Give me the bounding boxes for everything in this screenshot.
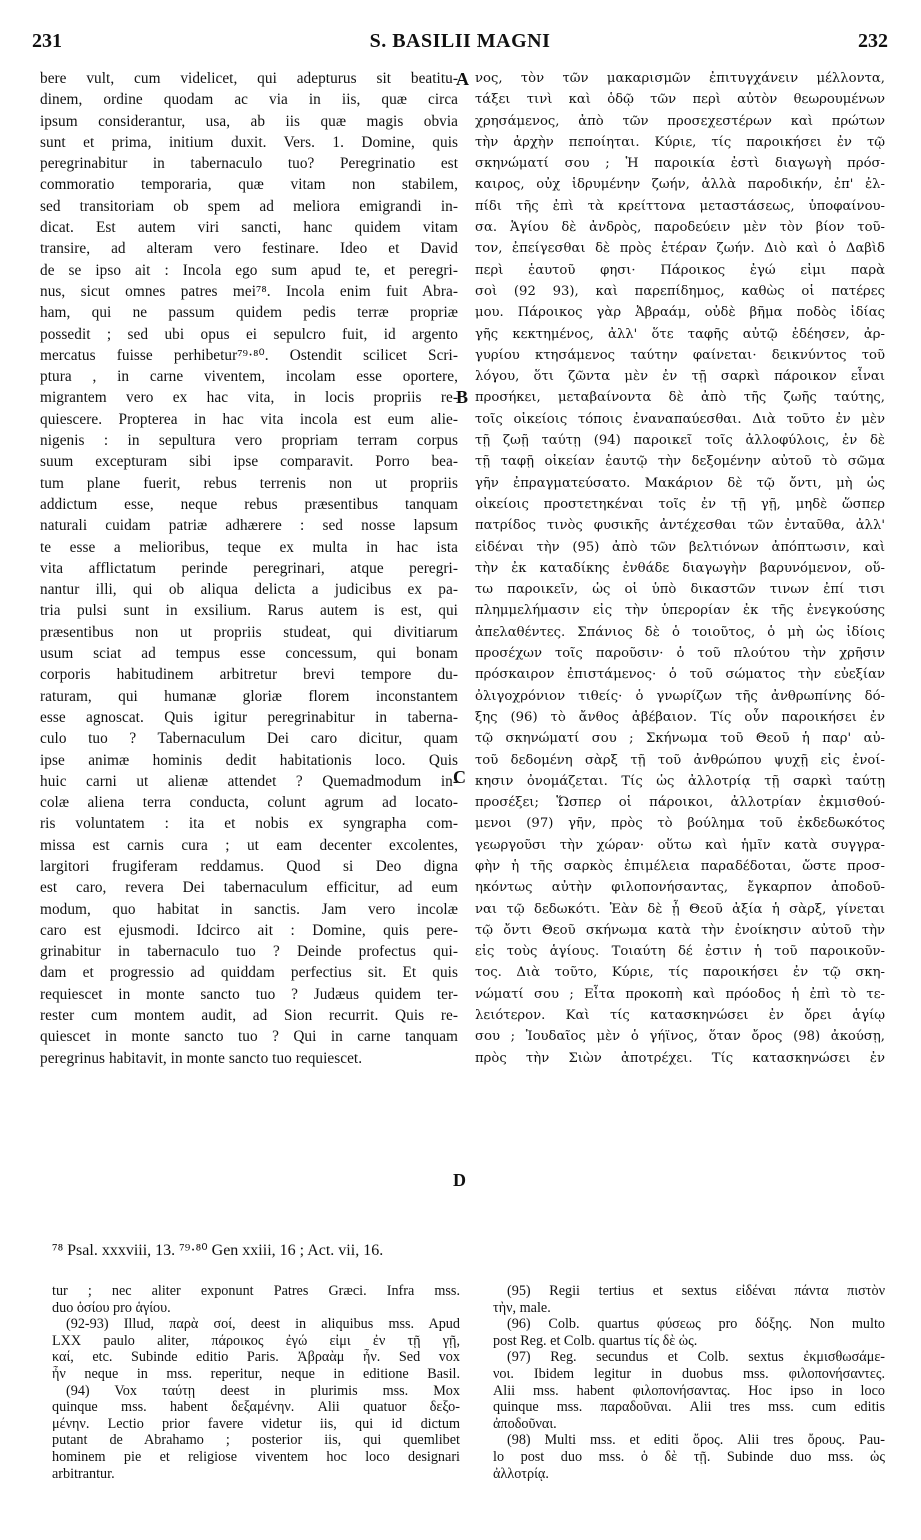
greek-text-line: σα. Ἁγίου δὲ ἀνδρὸς, παροδεύειν μὲν τὸν βίον τοῦ- — [475, 220, 885, 236]
latin-text-line: raturam, qui humanæ gloriæ florem inconstantem — [40, 687, 458, 705]
greek-text-line: τω παροικεῖν, ὡς οἱ ὑπὸ δικαστῶν τινων ἐπί τισι — [475, 582, 885, 598]
greek-text-line: περὶ ἑαυτοῦ φησι· Πάροικος ἐγώ εἰμι παρὰ — [475, 262, 885, 278]
latin-text-line: missa est carnis cura ; ut eam decenter excolentes, — [40, 836, 458, 854]
greek-text-line: σοὶ (92 93), καὶ παρεπίδημος, καθὼς οἱ πατέρες — [475, 283, 885, 299]
greek-text-line: πρὸς τὴν Σιὼν ἀποτρέχει. Τίς κατασκηνώσει ἐν — [475, 1050, 885, 1066]
note-line: Alii mss. habent φιλοπονήσαντας. Hoc ipso in loco — [493, 1382, 885, 1399]
greek-text-line: εἰς τοὺς ἁγίους. Τοιαύτη δέ ἐστιν ἡ τοῦ παροικοῦν- — [475, 944, 885, 960]
greek-text-line: πρόσκαιρον ἐπιστάμενος· ὁ τοῦ σώματος τὴν εὐεξίαν — [475, 667, 885, 683]
note-line: quinque mss. habent δεξαμένην. Alii quatuor δεξο- — [52, 1399, 460, 1416]
greek-text-line: ηκόντως αὐτὴν φιλοπονήσαντας, ἔγκαρπον ἀποδοῦ- — [475, 880, 885, 896]
note-line: duo ὁσίου pro ἁγίου. — [52, 1299, 171, 1316]
greek-text-line: νώματί σου ; Εἶτα προκοπὴ καὶ πρόοδος ἡ ἐπὶ τὸ τε- — [475, 986, 885, 1002]
section-marker-c: C — [453, 767, 466, 787]
note-line: τὴν, male. — [493, 1299, 551, 1316]
greek-text-line: καιρος, οὐχ ἱδρυμένην ζωήν, ἀλλὰ παροδικήν, ἐπ' ἐλ- — [475, 177, 885, 193]
note-line: lo post duo mss. ὁ δὲ τῇ. Subinde duo mss. ὡς — [493, 1448, 885, 1465]
greek-text-line: εἰδέναι τὴν (95) ἀπὸ τῶν βελτιόνων ἀπόπτωσιν, καὶ — [475, 539, 885, 555]
greek-text-line: προσήκει, μεταβαίνοντα δὲ ἀπὸ τῆς ζωῆς ταύτης, — [475, 390, 885, 406]
greek-text-line: ἀπελαθέντες. Σπάνιος δὲ ὁ τοιοῦτος, ὁ μὴ ὡς ἰδίοις — [475, 624, 885, 640]
latin-text-line: nus, sicut omnes patres mei⁷⁸. Incola enim fuit Abra- — [40, 282, 458, 300]
page-header — [30, 30, 890, 60]
latin-text-line: largitori frugiferam reddamus. Quod si Deo digna — [40, 857, 458, 875]
critical-notes-left — [52, 1283, 460, 1482]
greek-text-line: γῆν ἐπραγματεύσατο. Μακάριον δὲ τῷ ὄντι, μὴ ὡς — [475, 475, 885, 491]
latin-text-line: grinabitur in tabernaculo tuo ? Deinde profectus qui- — [40, 943, 458, 961]
latin-text-line: usum sciat ad tempus esse concessum, qui bonam — [40, 645, 458, 663]
latin-text-line: modum, quo habitat in sanctis. Jam vero incolæ — [40, 900, 458, 918]
greek-text-line: ναι τῷ δεδωκότι. Ἐὰν δὲ ᾖ Θεοῦ ἀξία ἡ σὰρξ, γίνεται — [475, 901, 885, 917]
note-line: arbitrantur. — [52, 1465, 115, 1482]
greek-text-line: τάξει τινὶ καὶ ὁδῷ τῶν περὶ αὐτὸν θεωρουμένων — [475, 92, 885, 108]
latin-text-line: migrantem vero ex hac vita, in locis propriis re- — [40, 389, 458, 407]
section-marker-d: D — [453, 1170, 466, 1190]
greek-text-line: γῆς κεκτημένος, ἀλλ' ὅτε ταφῆς αὐτῷ ἐδέησεν, ἀρ- — [475, 326, 885, 342]
note-line: νοι. Ibidem legitur in duobus mss. φιλοπονήσαντες. — [493, 1365, 885, 1382]
latin-text-line: suum excepturam sibi ipse comparavit. Porro bea- — [40, 453, 458, 471]
greek-text-line: τῷ σκηνώματί σου ; Σκήνωμα τοῦ Θεοῦ ἡ παρ' αὐ- — [475, 731, 885, 747]
latin-text-line: corporis habitudinem arbitretur brevi tempore du- — [40, 666, 458, 684]
latin-text-line: dinem, ordine quodam ac via in iis, quæ circa — [40, 91, 458, 109]
latin-text-line: tum plane fuerit, rebus terrenis non ut propriis — [40, 474, 458, 492]
latin-text-line: colæ aliena terra conducta, colunt agrum ad locato- — [40, 794, 458, 812]
greek-text-line: φὴν ἡ τῆς σαρκὸς ἐπιμέλεια παραδέδοται, ὥστε προσ- — [475, 858, 885, 874]
latin-text-line: caro est ejusmodi. Idcirco ait : Domine, quis pere- — [40, 921, 458, 939]
note-line: tur ; nec aliter exponunt Patres Græci. Infra mss. — [52, 1283, 460, 1299]
latin-text-column — [40, 68, 458, 1069]
greek-text-line: τὴν ἐκ καταδίκης ἐνθάδε διαγωγὴν βαρυνόμενον, οὕ- — [475, 560, 885, 576]
greek-text-line: λειότερον. Καὶ τίς κατασκηνώσει ἐν ὄρει ἁγίῳ — [475, 1008, 885, 1024]
latin-text-line: quiescere. Propterea in hac vita incola est eum alie- — [40, 410, 458, 428]
note-line: hominem pie et religiose viventem hoc loco designari — [52, 1448, 460, 1465]
greek-text-column — [475, 68, 885, 1069]
greek-text-line: πατρίδος τινὸς φυσικῆς ἀντέχεσθαι τῶν ἐνταῦθα, ἀλλ' — [475, 518, 885, 534]
greek-text-line: τοῦ δεδομένη σὰρξ τῇ τοῦ ἀνθρώπου ψυχῇ εἰς ἐνοί- — [475, 752, 885, 768]
greek-text-line: λόγου, ὅτι ζῶντα μὲν ἐν τῇ σαρκὶ πάροικον εἶναι — [475, 369, 885, 385]
latin-text-line: mercatus fuisse perhibetur⁷⁹·⁸⁰. Ostendit scilicet Scri- — [40, 346, 458, 364]
greek-text-line: ξης (96) τὸ ἄνθος ἀβέβαιον. Τίς οὖν παροικήσει ἐν — [475, 709, 885, 725]
latin-text-line: peregrinus habitavit, in monte sancto tuo requiescet. — [40, 1049, 363, 1067]
latin-text-line: te esse a melioribus, teque ex multa in hac ista — [40, 538, 458, 556]
latin-text-line: huic carni ut alienæ attendet ? Quemadmodum in- — [40, 772, 458, 790]
latin-text-line: transire, ad alteram vero festinare. Ideo et David — [40, 240, 458, 258]
greek-text-line: τῇ ταφῇ οἰκείαν ἑαυτῷ τὴν δεξομένην αὐτοῦ τὸ σῶμα — [475, 454, 885, 470]
greek-text-line: τος. Διὰ τοῦτο, Κύριε, τίς παροικήσει ἐν τῷ σκη- — [475, 965, 885, 981]
greek-text-line: ὀλιγοχρόνιον τιθείς· ὁ γνωρίζων τῆς ἀνθρωπίνης δό- — [475, 688, 885, 704]
greek-text-line: τοῖς οἰκείοις τόποις ἐναναπαύεσθαι. Διὰ τοῦτο ἐν μὲν — [475, 411, 885, 427]
note-line: post Reg. et Colb. quartus τίς δὲ ὡς. — [493, 1332, 698, 1349]
latin-text-line: tria pulsi sunt in exsilium. Rarus autem is est, qui — [40, 602, 458, 620]
greek-text-line: πλημμελήμασιν εἰς τὴν ὑπερορίαν ἐκ τῆς ἐνεγκούσης — [475, 603, 885, 619]
latin-text-line: possedit ; sed ubi opus ei sepulcro fuit, id argento — [40, 325, 458, 343]
note-line: (92-93) Illud, παρὰ σοί, deest in aliquibus mss. Apud — [66, 1316, 460, 1333]
section-marker-b: B — [456, 387, 469, 407]
note-line: ἦν neque in mss. reperitur, neque in editione Basil. — [52, 1365, 460, 1382]
page-number-right: 232 — [858, 30, 888, 52]
greek-text-line: προσέξει; Ὥσπερ οἱ πάροικοι, ἀλλοτρίαν ἐκμισθού- — [475, 795, 885, 811]
note-line: ἀποδοῦναι. — [493, 1415, 557, 1432]
greek-text-line: μου. Πάροικος γὰρ Ἀβραάμ, οὐδὲ βῆμα ποδὸς ἰδίας — [475, 305, 885, 321]
greek-text-line: τον, ἐπείγεσθαι δὲ πρὸς ἑτέραν ζωήν. Διὸ καὶ ὁ Δαβὶδ — [475, 241, 885, 257]
note-line: (96) Colb. quartus φύσεως pro δόξης. Non multo — [507, 1316, 885, 1333]
greek-text-line: χρησάμενος, ἀπὸ τῶν προσεχεστέρων καὶ πρώτων — [475, 113, 885, 129]
note-line: putant de Abrahamo ; posterior iis, qui quemlibet — [52, 1432, 460, 1449]
note-line: quinque mss. παραδοῦναι. Alii tres mss. cum editis — [493, 1399, 885, 1416]
latin-text-line: dicat. Est autem viri sancti, hanc quidem vitam — [40, 219, 458, 237]
greek-text-line: τὴν ἀρχὴν πεποίηται. Κύριε, τίς παροικήσει ἐν τῷ — [475, 134, 885, 150]
latin-text-line: de se ipso ait : Incola ego sum apud te, et peregri- — [40, 261, 458, 279]
greek-text-line: νος, τὸν τῶν μακαρισμῶν ἐπιτυγχάνειν μέλλοντα, — [475, 71, 885, 86]
latin-text-line: nantur illi, qui ob aliqua delicta a judicibus ex pa- — [40, 581, 458, 599]
greek-text-line: προσέχων τοῖς παροῦσιν· ὁ τοῦ πλούτου τὴν χρῆσιν — [475, 646, 885, 662]
greek-text-line: γεωργοῦσι τὴν χώραν· οὕτω καὶ ἡμῖν κατὰ συγγρα- — [475, 837, 885, 853]
greek-text-line: κησιν ὀνομάζεται. Τίς ὡς ἀλλοτρίᾳ τῇ σαρκὶ ταύτῃ — [475, 773, 885, 789]
page-number-left: 231 — [32, 30, 62, 52]
latin-text-line: requiescet in monte sancto tuo ? Judæus quidem ter- — [40, 985, 458, 1003]
latin-text-line: ham, qui ne passum quidem pedis terræ propriæ — [40, 304, 458, 322]
latin-text-line: est caro, revera Dei tabernaculum efficitur, ad eum — [40, 879, 458, 897]
latin-text-line: dam et progressio ad quiddam perfectius sit. Et quis — [40, 964, 458, 982]
note-line: (98) Multi mss. et editi ὄρος. Alii tres ὄρους. Pau- — [507, 1432, 885, 1449]
latin-text-line: ipse animæ hominis dedit habitationis loco. Quis — [40, 751, 458, 769]
note-line: ἀλλοτρίᾳ. — [493, 1465, 549, 1482]
note-line: μένην. Lectio prior favere videtur iis, qui id dictum — [52, 1415, 460, 1432]
latin-text-line: sed transitoriam ob spem ad meliora emigrandi in- — [40, 197, 458, 215]
greek-text-line: οἰκείοις προστετηκέναι τοῖς ἐν τῇ γῇ, μηδὲ ὥσπερ — [475, 496, 885, 512]
critical-notes-right — [493, 1283, 885, 1482]
latin-text-line: addictum esse, neque rebus præsentibus tanquam — [40, 495, 458, 513]
latin-text-line: esse agnoscat. Quis igitur peregrinabitur in taberna- — [40, 708, 458, 726]
latin-text-line: præsentibus non ut propriis studeat, qui divitiarum — [40, 623, 458, 641]
latin-text-line: bere vult, cum videlicet, qui adepturus sit beatitu- — [40, 70, 458, 87]
greek-text-line: τῷ ὄντι Θεοῦ σκήνωμα κατὰ τὴν ἐνοίκησιν αὐτοῦ τὴν — [475, 922, 885, 938]
latin-text-line: rester cum montem audit, ad Sion recurrit. Quis re- — [40, 1007, 458, 1025]
greek-text-line: τῇ ζωῇ ταύτῃ (94) παροικεῖ τοῖς ἀλλοφύλοις, ἐν δὲ — [475, 433, 885, 449]
section-marker-a: A — [456, 69, 469, 89]
note-line: LXX paulo aliter, πάροικος ἐγώ εἰμι ἐν τῇ γῇ, — [52, 1332, 460, 1349]
latin-text-line: sunt et prima, initium duxit. Vers. 1. Domine, quis — [40, 133, 458, 151]
greek-text-line: γυρίου κτησάμενος ταύτην φαίνεται· δεικνύντος τοῦ — [475, 347, 885, 363]
greek-text-line: πίδι τῆς ἐπὶ τὰ κρείττονα μεταστάσεως, ὑποφαίνου- — [475, 198, 885, 214]
latin-text-line: commoratio temporaria, quæ vitam non stabilem, — [40, 176, 458, 194]
greek-text-line: μενοι (97) γῆν, πρὸς τὸ βούλημα τοῦ ἐκδεδωκότος — [475, 816, 885, 832]
latin-text-line: nigenis : in sepultura vero propriam terram corpus — [40, 432, 458, 450]
latin-text-line: culo tuo ? Tabernaculum Dei caro dicitur, quam — [40, 730, 458, 748]
latin-text-line: quiescet in monte sancto tuo ? Qui in carne tanquam — [40, 1028, 458, 1046]
scripture-footnote: ⁷⁸ Psal. xxxviii, 13. ⁷⁹·⁸⁰ Gen xxiii, 16 ; Act. vii, 16. — [52, 1242, 384, 1259]
latin-text-line: ptura , in carne viventem, incolam esse oportere, — [40, 368, 458, 386]
latin-text-line: peregrinabitur in tabernaculo tuo? Peregrinatio est — [40, 155, 458, 173]
greek-text-line: σου ; Ἰουδαῖος μὲν ὁ γήϊνος, ὅταν ὄρος (98) ἀκούσῃ, — [475, 1029, 885, 1045]
note-line: (95) Regii tertius et sextus εἰδέναι πάντα πιστὸν — [507, 1283, 885, 1299]
note-line: (94) Vox ταύτῃ deest in plurimis mss. Mox — [66, 1382, 460, 1399]
greek-text-line: σκηνώματί σου ; Ἡ παροικία ἐστὶ διαγωγὴ πρόσ- — [475, 156, 885, 172]
note-line: καί, etc. Subinde editio Paris. Ἀβραὰμ ἦν. Sed vox — [52, 1349, 460, 1366]
running-title: S. BASILII MAGNI — [369, 30, 551, 52]
latin-text-line: naturali cuidam patriæ adhærere : sed nosse lapsum — [40, 517, 458, 535]
note-line: (97) Reg. secundus et Colb. sextus ἐκμισθωσάμε- — [507, 1349, 885, 1366]
latin-text-line: ris voluntatem : ita et nobis ex syngrapha com- — [40, 815, 458, 833]
latin-text-line: ipsum considerantur, usa, ab iis quæ magis obvia — [40, 112, 458, 130]
latin-text-line: vita afflictatum perinde peregrinari, atque peregri- — [40, 559, 458, 577]
